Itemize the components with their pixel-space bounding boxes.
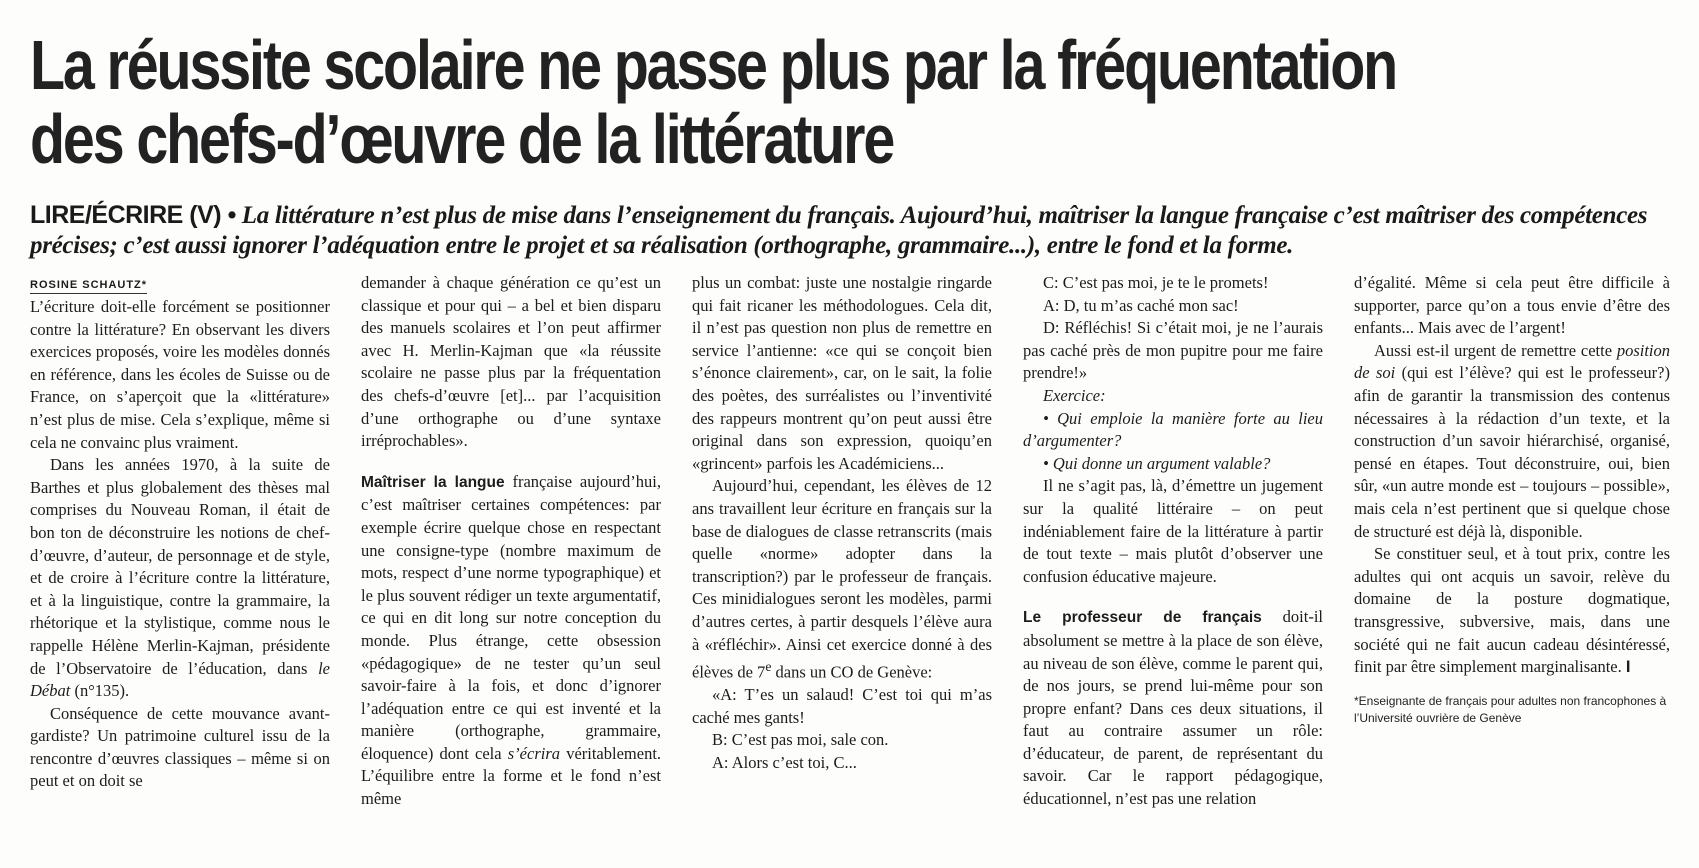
headline-line-1: La réussite scolaire ne passe plus par la fréquentation bbox=[30, 26, 1397, 104]
column-5 bbox=[1354, 272, 1670, 852]
exercise-question bbox=[1023, 453, 1323, 476]
paragraph-text: Dans les années 1970, à la suite de Barthes et plus globalement des thèses mal comprises du Nouveau Roman, il était de bon ton de déconstruire les notions de chef-d’œuvre, d’auteur, de personnage et de style, et de croire à l’écriture contre la littérature, et à la linguistique, contre la grammaire, la rhétorique et la stylistique, comme nous le rappelle Hélène Merlin-Kajman, présidente de l’Observatoire de l’éducation, dans bbox=[30, 455, 330, 678]
article-body bbox=[30, 272, 1670, 852]
exercise-question bbox=[1023, 408, 1323, 453]
paragraph-text: Aujourd’hui, cependant, les élèves de 12 ans travaillent leur écriture en français sur la base de dialogues de classe retranscrits (mais quelle «norme» adopter dans la transcription?) par le professeur de français. Ces minidialogues seront les modèles, parmi d’autres certes, à partir desquels l’élève aura à «réfléchir». Ainsi cet exercice donné à des élèves de 7 bbox=[692, 476, 992, 682]
paragraph: demander à chaque génération ce qu’est un classique et pour qui – a bel et bien disparu des manuels scolaires et l’on peut affirmer avec H. Merlin-Kajman que «la réussite scolaire ne passe plus par la fréquentation des chefs-d’œuvre [et]... par l’acquisition d’une orthographe ou d’une syntaxe irréprochables». bbox=[361, 273, 661, 451]
paragraph-text: (n°135). bbox=[74, 681, 130, 701]
paragraph: plus un combat: juste une nostalgie ringarde qui fait ricaner les méthodologues. Cela dit, il n’est pas question non plus de remettre en service l’antienne: «ce qui se conçoit bien s’énonce clairement», car, on le sait, la folie des poètes, des surréalistes ou l’inventivité des rappeurs montrent qu’on peut aussi être original dans son expression, quoiqu’en «grincent» parfois les Académiciens... bbox=[692, 273, 992, 473]
exercise-title bbox=[1023, 385, 1323, 408]
column-3 bbox=[692, 272, 992, 852]
italic-text: s’écrira bbox=[507, 743, 561, 763]
paragraph bbox=[1023, 606, 1323, 810]
paragraph bbox=[1354, 340, 1670, 543]
paragraph-text: dans un CO de Genève: bbox=[775, 662, 933, 682]
subheading: Le professeur de français bbox=[1023, 609, 1262, 627]
paragraph bbox=[30, 454, 330, 703]
headline-line-2: des chefs-d’œuvre de la littérature bbox=[30, 100, 894, 178]
paragraph-text: Se constituer seul, et à tout prix, contre les adultes qui ont acquis un savoir, relève du domaine de la posture dogmatique, transgressive, subversive, mais, dans une société qui ne fait aucun cadeau désintéressé, finit par être simplement marginalisante. bbox=[1354, 544, 1670, 677]
paragraph: Il ne s’agit pas, là, d’émettre un jugement sur la qualité littéraire – on peut indéniablement faire de la littérature à partir de tout texte – mais plutôt d’observer une confusion éducative majeure. bbox=[1023, 476, 1323, 586]
column-1 bbox=[30, 272, 330, 852]
deck: La littérature n’est plus de mise dans l’enseignement du français. Aujourd’hui, maîtriser la langue française c’est maîtriser des compétences précises; c’est aussi ignorer l’adéquation entre le projet et sa réalisation (orthographe, grammaire...), entre le fond et la forme. bbox=[30, 202, 1648, 259]
dialogue-line: «A: T’es un salaud! C’est toi qui m’as caché mes gants! bbox=[692, 685, 992, 727]
exercise-question-text: • Qui donne un argument valable? bbox=[1043, 453, 1271, 473]
paragraph: L’écriture doit-elle forcément se positionner contre la littérature? En observant les divers exercices proposés, voire les modèles donnés en référence, dans les écoles de Suisse ou de France, on s’aperçoit que la «littérature» n’est plus de mise. Cela s’explique, même si cela ne convainc plus vraiment. bbox=[30, 297, 330, 452]
exercise-question-text: • Qui emploie la manière forte au lieu d’argumenter? bbox=[1023, 408, 1323, 451]
paragraph: Conséquence de cette mouvance avant-gardiste? Un patrimoine culturel issu de la rencontre d’œuvres classiques – même si on peut et on doit se bbox=[30, 703, 330, 791]
exercise-title-text: Exercice: bbox=[1043, 385, 1106, 405]
byline: ROSINE SCHAUTZ* bbox=[30, 278, 147, 294]
paragraph: d’égalité. Même si cela peut être difficile à supporter, parce qu’on a tous envie d’être des enfants... Mais avec de l’argent! bbox=[1354, 273, 1670, 338]
paragraph bbox=[1354, 543, 1670, 679]
column-2 bbox=[361, 272, 661, 852]
magazine-title: le Débat bbox=[30, 658, 330, 701]
dialogue-line: B: C’est pas moi, sale con. bbox=[712, 730, 889, 750]
paragraph-text: véritablement. L’équilibre entre la forme et le fond n’est même bbox=[361, 743, 661, 809]
paragraph-text: (qui est l’élève? qui est le professeur?) afin de garantir la transmission des contenus nécessaires à la rédaction d’un texte, et la construction d’un savoir hiérarchisé, organisé, pensé en étapes. Tout déconstruire, oui, bien sûr, «un autre monde est – toujours – possible», mais cela n’est pertinent que si quelque chose de structuré est déjà là, disponible. bbox=[1354, 363, 1670, 541]
dialogue-line: A: Alors c’est toi, C... bbox=[712, 752, 857, 772]
italic-text: position de soi bbox=[1354, 340, 1670, 383]
paragraph-text: Aussi est-il urgent de remettre cette bbox=[1374, 340, 1613, 360]
end-mark: I bbox=[1625, 658, 1631, 677]
author-footnote: *Enseignante de français pour adultes non francophones à l’Université ouvrière de Genève bbox=[1354, 693, 1667, 725]
subheading: Maîtriser la langue bbox=[361, 473, 505, 491]
column-4 bbox=[1023, 272, 1323, 852]
superscript: e bbox=[765, 659, 772, 675]
paragraph-text: française aujourd’hui, c’est maîtriser certaines compétences: par exemple écrire quelque chose en respectant une consigne-type (nombre maximum de mots, respect d’une norme typographique) et le plus souvent rédiger un texte argumentatif, ce qui en dit long sur notre conception du monde. Plus étrange, cette obsession «pédagogique» de ne tester qu’un seul savoir-faire à la fois, et donc d’ignorer l’adéquation entre ce qui est inventé et la manière (orthographe, grammaire, éloquence) dont cela bbox=[361, 471, 661, 763]
dialogue-line: C: C’est pas moi, je te le promets! bbox=[1043, 273, 1269, 292]
rubric: LIRE/ÉCRIRE (V) • bbox=[30, 201, 236, 229]
paragraph bbox=[361, 471, 661, 811]
standfirst bbox=[30, 200, 1670, 261]
paragraph-text: doit-il absolument se mettre à la place de son élève, au niveau de son élève, comme le parent qui, de nos jours, se prend lui-même pour son propre enfant? Dans ces deux situations, il faut au contraire assumer un rôle: d’éducateur, de parent, de représentant du savoir. Car le rapport pédagogique, éducationnel, n’est pas une relation bbox=[1023, 607, 1323, 809]
paragraph bbox=[692, 475, 992, 684]
dialogue-line: A: D, tu m’as caché mon sac! bbox=[1043, 295, 1239, 315]
headline bbox=[30, 26, 1397, 178]
dialogue-line: D: Réfléchis! Si c’était moi, je ne l’aurais pas caché près de mon pupitre pour me faire prendre!» bbox=[1023, 318, 1323, 383]
